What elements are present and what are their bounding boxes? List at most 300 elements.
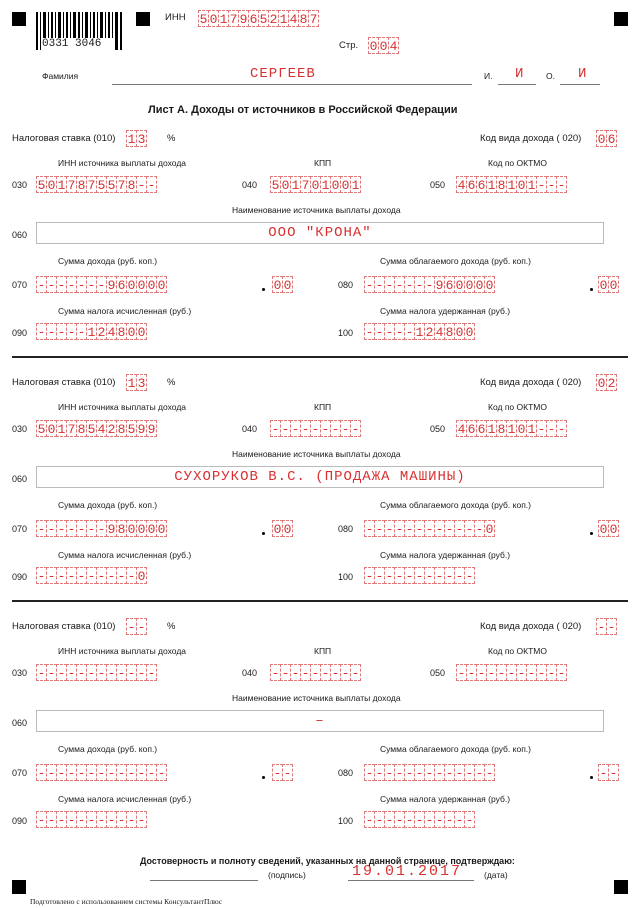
char-cell[interactable]: 0 — [609, 522, 618, 537]
taxable-kop-cells[interactable] — [598, 276, 618, 293]
char-cell[interactable]: - — [127, 813, 136, 828]
char-cell[interactable]: - — [77, 666, 86, 681]
char-cell[interactable]: 1 — [487, 422, 496, 437]
char-cell[interactable]: - — [117, 569, 126, 584]
char-cell[interactable]: 0 — [127, 278, 136, 293]
char-cell[interactable]: - — [351, 666, 360, 681]
char-cell[interactable]: - — [597, 620, 606, 635]
char-cell[interactable]: 0 — [455, 325, 464, 340]
char-cell[interactable]: - — [87, 522, 96, 537]
char-cell[interactable]: 0 — [597, 376, 606, 391]
oktmo-cells[interactable] — [456, 176, 566, 193]
char-cell[interactable]: 3 — [137, 132, 146, 147]
char-cell[interactable]: - — [283, 766, 292, 781]
char-cell[interactable]: - — [425, 766, 434, 781]
char-cell[interactable]: - — [455, 522, 464, 537]
char-cell[interactable]: - — [77, 766, 86, 781]
taxable-rub-cells[interactable] — [364, 764, 494, 781]
char-cell[interactable]: - — [87, 569, 96, 584]
char-cell[interactable]: 6 — [445, 278, 454, 293]
char-cell[interactable]: 9 — [107, 522, 116, 537]
char-cell[interactable]: 0 — [209, 12, 218, 27]
char-cell[interactable]: - — [37, 813, 46, 828]
char-cell[interactable]: - — [537, 178, 546, 193]
tax-rate-cells[interactable] — [126, 130, 146, 147]
name-initial-value[interactable]: И — [515, 66, 524, 82]
char-cell[interactable]: 9 — [107, 278, 116, 293]
char-cell[interactable]: 5 — [87, 422, 96, 437]
char-cell[interactable]: 1 — [321, 178, 330, 193]
char-cell[interactable]: - — [547, 178, 556, 193]
char-cell[interactable]: 0 — [465, 325, 474, 340]
char-cell[interactable]: - — [117, 666, 126, 681]
char-cell[interactable]: - — [375, 813, 384, 828]
char-cell[interactable]: - — [107, 766, 116, 781]
char-cell[interactable]: - — [405, 278, 414, 293]
char-cell[interactable]: - — [67, 666, 76, 681]
income-code-cells[interactable] — [596, 618, 616, 635]
char-cell[interactable]: - — [537, 666, 546, 681]
char-cell[interactable]: - — [47, 278, 56, 293]
char-cell[interactable]: 6 — [467, 422, 476, 437]
char-cell[interactable]: - — [385, 278, 394, 293]
char-cell[interactable]: 6 — [477, 422, 486, 437]
char-cell[interactable]: 0 — [157, 522, 166, 537]
char-cell[interactable]: 0 — [137, 278, 146, 293]
taxpayer-inn-cells[interactable] — [198, 10, 318, 27]
char-cell[interactable]: 1 — [57, 422, 66, 437]
char-cell[interactable]: - — [557, 178, 566, 193]
char-cell[interactable]: - — [57, 325, 66, 340]
char-cell[interactable]: 4 — [389, 39, 398, 54]
char-cell[interactable]: - — [445, 522, 454, 537]
char-cell[interactable]: 0 — [341, 178, 350, 193]
char-cell[interactable]: 4 — [435, 325, 444, 340]
char-cell[interactable]: - — [57, 522, 66, 537]
char-cell[interactable]: - — [395, 569, 404, 584]
char-cell[interactable]: 2 — [269, 12, 278, 27]
char-cell[interactable]: 4 — [107, 325, 116, 340]
char-cell[interactable]: - — [87, 666, 96, 681]
taxable-kop-cells[interactable] — [598, 520, 618, 537]
char-cell[interactable]: - — [47, 325, 56, 340]
char-cell[interactable]: 6 — [467, 178, 476, 193]
char-cell[interactable]: - — [281, 422, 290, 437]
char-cell[interactable]: - — [127, 666, 136, 681]
char-cell[interactable]: 0 — [283, 522, 292, 537]
char-cell[interactable]: - — [395, 766, 404, 781]
kpp-cells[interactable] — [270, 176, 360, 193]
char-cell[interactable]: - — [147, 766, 156, 781]
tax-withheld-cells[interactable] — [364, 323, 474, 340]
char-cell[interactable]: 0 — [609, 278, 618, 293]
char-cell[interactable]: 0 — [273, 278, 282, 293]
char-cell[interactable]: - — [405, 766, 414, 781]
char-cell[interactable]: 7 — [309, 12, 318, 27]
char-cell[interactable]: - — [365, 278, 374, 293]
char-cell[interactable]: - — [485, 766, 494, 781]
char-cell[interactable]: 0 — [331, 178, 340, 193]
char-cell[interactable]: 0 — [517, 422, 526, 437]
char-cell[interactable]: 1 — [279, 12, 288, 27]
char-cell[interactable]: - — [137, 813, 146, 828]
char-cell[interactable]: - — [331, 422, 340, 437]
char-cell[interactable]: - — [291, 666, 300, 681]
char-cell[interactable]: 8 — [497, 422, 506, 437]
income-kop-cells[interactable] — [272, 520, 292, 537]
char-cell[interactable]: - — [127, 620, 136, 635]
char-cell[interactable]: - — [425, 278, 434, 293]
char-cell[interactable]: - — [405, 813, 414, 828]
char-cell[interactable]: 0 — [597, 132, 606, 147]
char-cell[interactable]: 8 — [117, 325, 126, 340]
char-cell[interactable]: - — [557, 422, 566, 437]
char-cell[interactable]: - — [107, 569, 116, 584]
char-cell[interactable]: - — [365, 569, 374, 584]
char-cell[interactable]: - — [537, 422, 546, 437]
char-cell[interactable]: 2 — [425, 325, 434, 340]
source-name-field[interactable]: – — [36, 710, 604, 732]
char-cell[interactable]: - — [415, 569, 424, 584]
char-cell[interactable]: - — [455, 766, 464, 781]
char-cell[interactable]: - — [97, 569, 106, 584]
income-kop-cells[interactable] — [272, 276, 292, 293]
char-cell[interactable]: 0 — [455, 278, 464, 293]
tax-calc-cells[interactable] — [36, 567, 146, 584]
char-cell[interactable]: - — [375, 278, 384, 293]
char-cell[interactable]: - — [415, 813, 424, 828]
char-cell[interactable]: - — [97, 666, 106, 681]
char-cell[interactable]: 0 — [147, 522, 156, 537]
income-rub-cells[interactable] — [36, 276, 166, 293]
char-cell[interactable]: - — [599, 766, 608, 781]
char-cell[interactable]: - — [37, 325, 46, 340]
char-cell[interactable]: - — [117, 766, 126, 781]
char-cell[interactable]: - — [507, 666, 516, 681]
char-cell[interactable]: 0 — [283, 278, 292, 293]
char-cell[interactable]: 1 — [415, 325, 424, 340]
char-cell[interactable]: 6 — [117, 278, 126, 293]
char-cell[interactable]: 0 — [475, 278, 484, 293]
char-cell[interactable]: - — [415, 278, 424, 293]
char-cell[interactable]: 0 — [485, 278, 494, 293]
char-cell[interactable]: 6 — [607, 132, 616, 147]
char-cell[interactable]: 5 — [271, 178, 280, 193]
char-cell[interactable]: - — [455, 813, 464, 828]
char-cell[interactable]: - — [157, 766, 166, 781]
char-cell[interactable]: 8 — [77, 422, 86, 437]
char-cell[interactable]: 8 — [117, 522, 126, 537]
tax-calc-cells[interactable] — [36, 811, 146, 828]
char-cell[interactable]: 0 — [599, 278, 608, 293]
char-cell[interactable]: - — [435, 766, 444, 781]
char-cell[interactable]: 2 — [107, 422, 116, 437]
char-cell[interactable]: - — [67, 569, 76, 584]
char-cell[interactable]: 1 — [291, 178, 300, 193]
char-cell[interactable]: - — [67, 325, 76, 340]
char-cell[interactable]: 1 — [507, 422, 516, 437]
char-cell[interactable]: 4 — [457, 422, 466, 437]
char-cell[interactable]: - — [547, 422, 556, 437]
char-cell[interactable]: - — [127, 569, 136, 584]
char-cell[interactable]: - — [57, 666, 66, 681]
char-cell[interactable]: - — [465, 569, 474, 584]
char-cell[interactable]: 0 — [599, 522, 608, 537]
char-cell[interactable]: 0 — [47, 422, 56, 437]
signature-date[interactable]: 19.01.2017 — [352, 863, 463, 880]
char-cell[interactable]: 4 — [97, 422, 106, 437]
char-cell[interactable]: - — [385, 766, 394, 781]
char-cell[interactable]: - — [67, 278, 76, 293]
char-cell[interactable]: 4 — [457, 178, 466, 193]
char-cell[interactable]: - — [107, 666, 116, 681]
char-cell[interactable]: - — [87, 278, 96, 293]
char-cell[interactable]: 6 — [477, 178, 486, 193]
char-cell[interactable]: - — [557, 666, 566, 681]
char-cell[interactable]: - — [57, 813, 66, 828]
income-kop-cells[interactable] — [272, 764, 292, 781]
char-cell[interactable]: 7 — [87, 178, 96, 193]
char-cell[interactable]: 0 — [485, 522, 494, 537]
char-cell[interactable]: - — [137, 766, 146, 781]
char-cell[interactable]: 1 — [527, 178, 536, 193]
char-cell[interactable]: 8 — [299, 12, 308, 27]
char-cell[interactable]: - — [341, 422, 350, 437]
char-cell[interactable]: - — [291, 422, 300, 437]
char-cell[interactable]: - — [517, 666, 526, 681]
kpp-cells[interactable] — [270, 420, 360, 437]
char-cell[interactable]: - — [465, 813, 474, 828]
char-cell[interactable]: - — [67, 766, 76, 781]
kpp-cells[interactable] — [270, 664, 360, 681]
char-cell[interactable]: - — [37, 278, 46, 293]
char-cell[interactable]: - — [311, 422, 320, 437]
char-cell[interactable]: - — [415, 522, 424, 537]
char-cell[interactable]: 1 — [351, 178, 360, 193]
char-cell[interactable]: - — [37, 766, 46, 781]
char-cell[interactable]: - — [385, 522, 394, 537]
char-cell[interactable]: 7 — [117, 178, 126, 193]
char-cell[interactable]: 2 — [97, 325, 106, 340]
char-cell[interactable]: - — [547, 666, 556, 681]
char-cell[interactable]: 1 — [87, 325, 96, 340]
char-cell[interactable]: - — [527, 666, 536, 681]
source-name-field[interactable]: ООО "КРОНА" — [36, 222, 604, 244]
char-cell[interactable]: 5 — [127, 422, 136, 437]
surname-value[interactable]: СЕРГЕЕВ — [250, 66, 316, 82]
source-inn-cells[interactable] — [36, 664, 156, 681]
char-cell[interactable]: - — [445, 813, 454, 828]
char-cell[interactable]: - — [341, 666, 350, 681]
char-cell[interactable]: - — [97, 522, 106, 537]
tax-withheld-cells[interactable] — [364, 567, 474, 584]
char-cell[interactable]: - — [435, 813, 444, 828]
char-cell[interactable]: 7 — [67, 178, 76, 193]
taxable-rub-cells[interactable] — [364, 276, 494, 293]
char-cell[interactable]: 9 — [435, 278, 444, 293]
char-cell[interactable]: 9 — [147, 422, 156, 437]
char-cell[interactable]: - — [385, 569, 394, 584]
char-cell[interactable]: - — [475, 522, 484, 537]
char-cell[interactable]: - — [475, 766, 484, 781]
char-cell[interactable]: - — [271, 422, 280, 437]
char-cell[interactable]: - — [497, 666, 506, 681]
char-cell[interactable]: 1 — [127, 132, 136, 147]
char-cell[interactable]: - — [487, 666, 496, 681]
char-cell[interactable]: - — [465, 522, 474, 537]
char-cell[interactable]: 5 — [259, 12, 268, 27]
char-cell[interactable]: - — [47, 813, 56, 828]
source-name-field[interactable]: СУХОРУКОВ В.С. (ПРОДАЖА МАШИНЫ) — [36, 466, 604, 488]
char-cell[interactable]: 8 — [117, 422, 126, 437]
income-rub-cells[interactable] — [36, 764, 166, 781]
char-cell[interactable]: 8 — [127, 178, 136, 193]
char-cell[interactable]: - — [281, 666, 290, 681]
char-cell[interactable]: - — [77, 522, 86, 537]
char-cell[interactable]: - — [57, 569, 66, 584]
char-cell[interactable]: - — [375, 522, 384, 537]
income-code-cells[interactable] — [596, 374, 616, 391]
char-cell[interactable]: - — [395, 522, 404, 537]
char-cell[interactable]: - — [405, 522, 414, 537]
char-cell[interactable]: 0 — [369, 39, 378, 54]
char-cell[interactable]: - — [137, 178, 146, 193]
char-cell[interactable]: 0 — [281, 178, 290, 193]
char-cell[interactable]: - — [147, 666, 156, 681]
char-cell[interactable]: - — [273, 766, 282, 781]
char-cell[interactable]: - — [87, 766, 96, 781]
char-cell[interactable]: - — [375, 569, 384, 584]
char-cell[interactable]: 0 — [157, 278, 166, 293]
char-cell[interactable]: - — [395, 325, 404, 340]
char-cell[interactable]: - — [47, 766, 56, 781]
char-cell[interactable]: - — [425, 813, 434, 828]
char-cell[interactable]: 0 — [137, 569, 146, 584]
char-cell[interactable]: - — [37, 522, 46, 537]
char-cell[interactable]: - — [47, 666, 56, 681]
char-cell[interactable]: - — [47, 569, 56, 584]
source-inn-cells[interactable] — [36, 420, 156, 437]
source-inn-cells[interactable] — [36, 176, 156, 193]
char-cell[interactable]: - — [77, 325, 86, 340]
char-cell[interactable]: 0 — [311, 178, 320, 193]
char-cell[interactable]: - — [477, 666, 486, 681]
char-cell[interactable]: - — [97, 766, 106, 781]
char-cell[interactable]: 1 — [527, 422, 536, 437]
char-cell[interactable]: - — [321, 666, 330, 681]
char-cell[interactable]: 7 — [301, 178, 310, 193]
char-cell[interactable]: - — [77, 569, 86, 584]
char-cell[interactable]: - — [67, 522, 76, 537]
char-cell[interactable]: - — [271, 666, 280, 681]
char-cell[interactable]: 5 — [37, 422, 46, 437]
char-cell[interactable]: 8 — [77, 178, 86, 193]
char-cell[interactable]: 0 — [137, 325, 146, 340]
char-cell[interactable]: - — [311, 666, 320, 681]
char-cell[interactable]: - — [47, 522, 56, 537]
char-cell[interactable]: - — [301, 666, 310, 681]
patronymic-initial-value[interactable]: И — [578, 66, 587, 82]
char-cell[interactable]: 9 — [137, 422, 146, 437]
char-cell[interactable]: - — [405, 569, 414, 584]
char-cell[interactable]: - — [607, 620, 616, 635]
char-cell[interactable]: - — [425, 522, 434, 537]
char-cell[interactable]: - — [435, 522, 444, 537]
char-cell[interactable]: - — [385, 325, 394, 340]
char-cell[interactable]: - — [375, 766, 384, 781]
char-cell[interactable]: - — [37, 666, 46, 681]
taxable-kop-cells[interactable] — [598, 764, 618, 781]
char-cell[interactable]: 1 — [219, 12, 228, 27]
char-cell[interactable]: - — [77, 278, 86, 293]
char-cell[interactable]: - — [117, 813, 126, 828]
char-cell[interactable]: 6 — [249, 12, 258, 27]
char-cell[interactable]: - — [457, 666, 466, 681]
char-cell[interactable]: 1 — [57, 178, 66, 193]
char-cell[interactable]: 5 — [97, 178, 106, 193]
char-cell[interactable]: 1 — [487, 178, 496, 193]
char-cell[interactable]: - — [77, 813, 86, 828]
char-cell[interactable]: 8 — [497, 178, 506, 193]
char-cell[interactable]: - — [405, 325, 414, 340]
income-code-cells[interactable] — [596, 130, 616, 147]
char-cell[interactable]: 0 — [379, 39, 388, 54]
char-cell[interactable]: - — [425, 569, 434, 584]
char-cell[interactable]: - — [445, 569, 454, 584]
char-cell[interactable]: 0 — [127, 325, 136, 340]
char-cell[interactable]: - — [67, 813, 76, 828]
char-cell[interactable]: 7 — [67, 422, 76, 437]
char-cell[interactable]: - — [301, 422, 310, 437]
char-cell[interactable]: - — [365, 813, 374, 828]
income-rub-cells[interactable] — [36, 520, 166, 537]
char-cell[interactable]: - — [365, 325, 374, 340]
char-cell[interactable]: 5 — [199, 12, 208, 27]
char-cell[interactable]: - — [331, 666, 340, 681]
char-cell[interactable]: - — [137, 666, 146, 681]
char-cell[interactable]: 0 — [517, 178, 526, 193]
char-cell[interactable]: 0 — [127, 522, 136, 537]
char-cell[interactable]: - — [395, 813, 404, 828]
tax-rate-cells[interactable] — [126, 618, 146, 635]
tax-calc-cells[interactable] — [36, 323, 146, 340]
char-cell[interactable]: - — [97, 813, 106, 828]
char-cell[interactable]: - — [435, 569, 444, 584]
char-cell[interactable]: - — [127, 766, 136, 781]
char-cell[interactable]: 0 — [137, 522, 146, 537]
char-cell[interactable]: - — [365, 522, 374, 537]
oktmo-cells[interactable] — [456, 664, 566, 681]
oktmo-cells[interactable] — [456, 420, 566, 437]
char-cell[interactable]: 0 — [465, 278, 474, 293]
char-cell[interactable]: 5 — [37, 178, 46, 193]
char-cell[interactable]: 1 — [507, 178, 516, 193]
char-cell[interactable]: - — [147, 178, 156, 193]
char-cell[interactable]: - — [385, 813, 394, 828]
tax-withheld-cells[interactable] — [364, 811, 474, 828]
taxable-rub-cells[interactable] — [364, 520, 494, 537]
char-cell[interactable]: - — [467, 666, 476, 681]
char-cell[interactable]: 4 — [289, 12, 298, 27]
char-cell[interactable]: - — [107, 813, 116, 828]
char-cell[interactable]: 2 — [607, 376, 616, 391]
char-cell[interactable]: 3 — [137, 376, 146, 391]
char-cell[interactable]: - — [97, 278, 106, 293]
char-cell[interactable]: - — [395, 278, 404, 293]
char-cell[interactable]: - — [465, 766, 474, 781]
char-cell[interactable]: - — [57, 278, 66, 293]
char-cell[interactable]: - — [351, 422, 360, 437]
